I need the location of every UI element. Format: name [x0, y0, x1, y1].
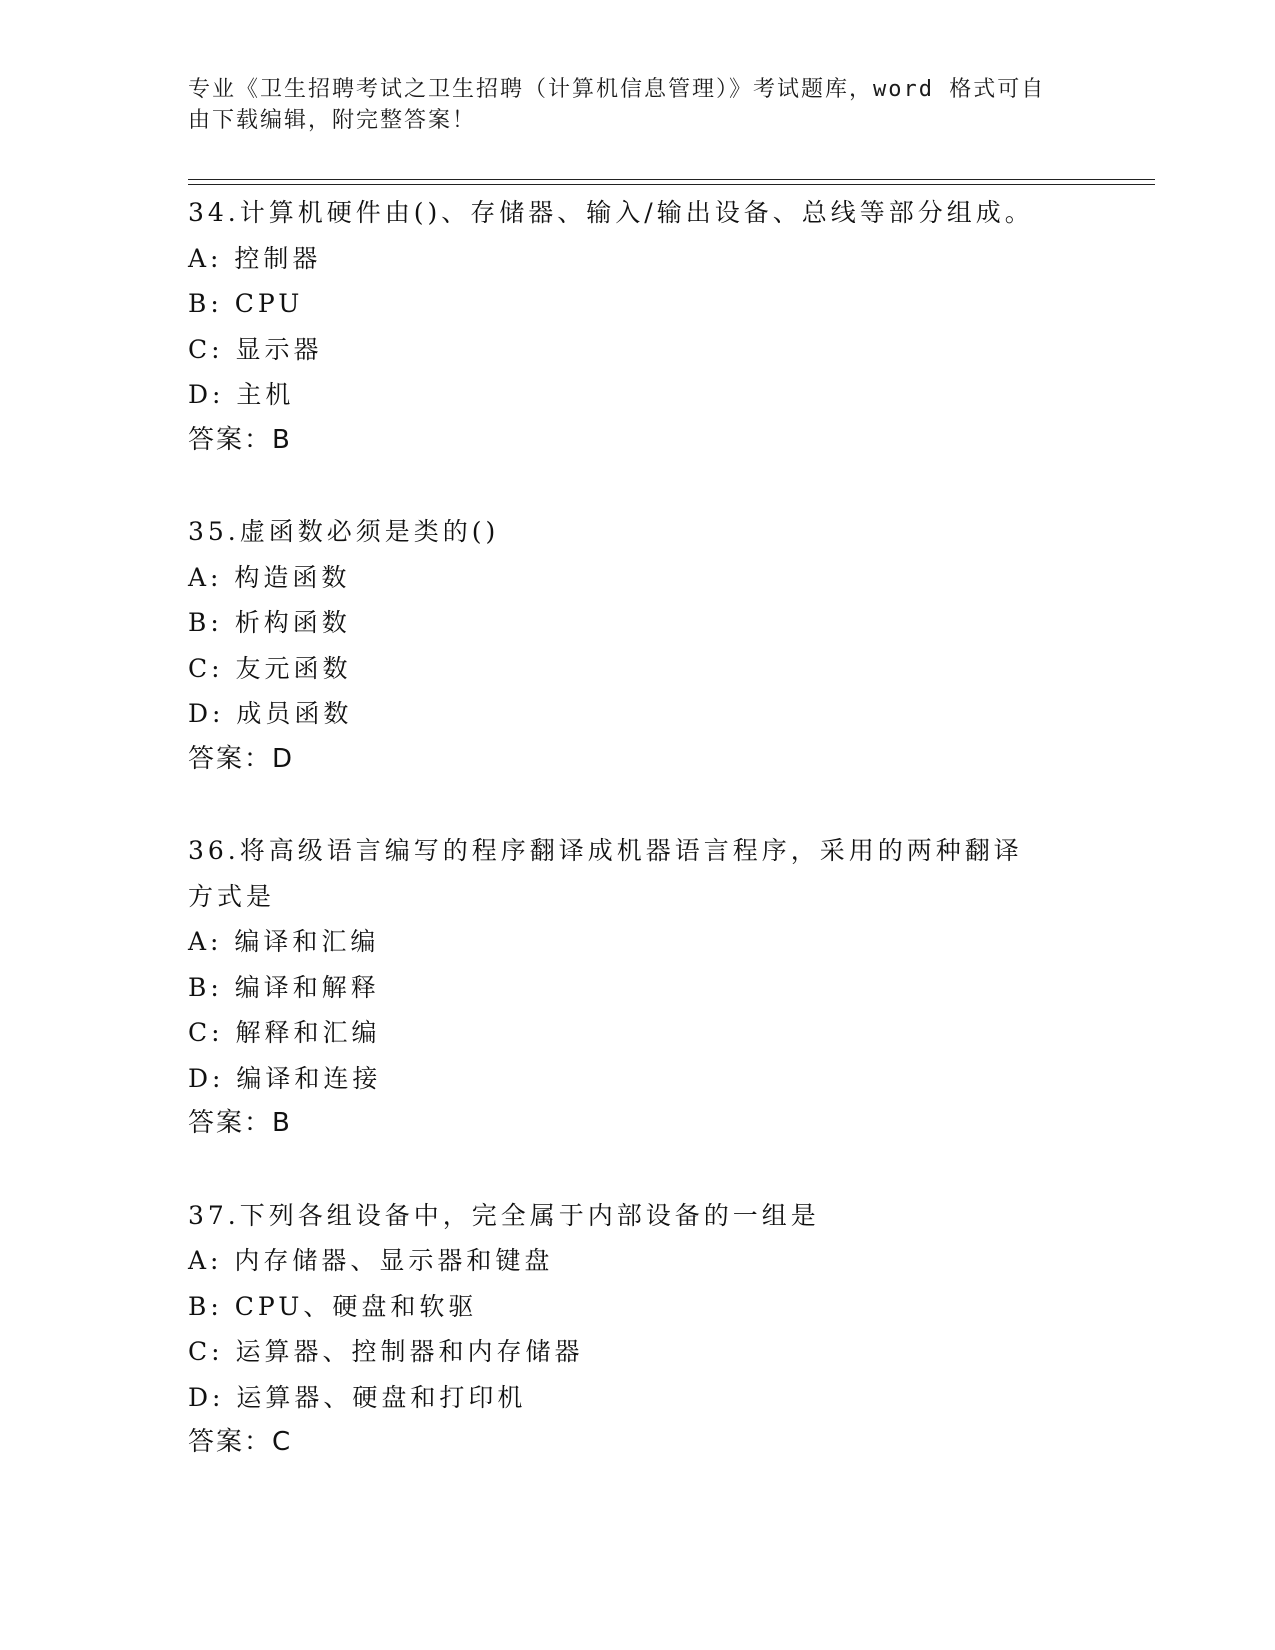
option-a: A: 内存储器、显示器和键盘: [188, 1246, 554, 1275]
option-b: B: 编译和解释: [188, 972, 380, 1002]
option-c: C: 显示器: [188, 334, 323, 364]
answer-line: 答案：C: [188, 1427, 293, 1457]
answer-line: 答案：B: [188, 424, 292, 455]
question-stem: 36.将高级语言编写的程序翻译成机器语言程序，采用的两种翻译方式是: [188, 836, 1023, 911]
header-divider-top: [188, 179, 1155, 180]
option-a: A: 控制器: [188, 243, 322, 273]
option-c: C: 友元函数: [188, 653, 352, 683]
header-line-2: 由下载编辑，附完整答案！: [188, 108, 477, 133]
option-d: D: 成员函数: [188, 699, 353, 728]
header-divider-bottom: [188, 184, 1155, 185]
option-b: B: CPU: [188, 289, 304, 318]
option-d: D: 运算器、硬盘和打印机: [188, 1382, 527, 1412]
question-37: [188, 1193, 1088, 1466]
question-stem: 37.下列各组设备中，完全属于内部设备的一组是: [188, 1200, 820, 1230]
question-list: [188, 190, 1088, 1512]
option-b: B: CPU、硬盘和软驱: [188, 1291, 478, 1321]
option-a: A: 编译和汇编: [188, 927, 380, 956]
option-d: D: 编译和连接: [188, 1063, 382, 1093]
header-line-1: 专业《卫生招聘考试之卫生招聘（计算机信息管理）》考试题库，word 格式可自: [188, 77, 1046, 102]
option-c: C: 解释和汇编: [188, 1018, 381, 1047]
option-b: B: 析构函数: [188, 608, 351, 637]
question-36: [188, 828, 1088, 1147]
question-stem: 35.虚函数必须是类的(): [188, 517, 500, 546]
option-a: A: 构造函数: [188, 562, 351, 592]
answer-line: 答案：D: [188, 743, 295, 774]
question-35: [188, 509, 1088, 782]
option-c: C: 运算器、控制器和内存储器: [188, 1337, 584, 1366]
option-d: D: 主机: [188, 380, 295, 409]
question-34: [188, 190, 1088, 463]
answer-line: 答案：B: [188, 1108, 292, 1138]
document-header: [188, 74, 1088, 136]
question-stem: 34.计算机硬件由()、存储器、输入/输出设备、总线等部分组成。: [188, 198, 1034, 227]
